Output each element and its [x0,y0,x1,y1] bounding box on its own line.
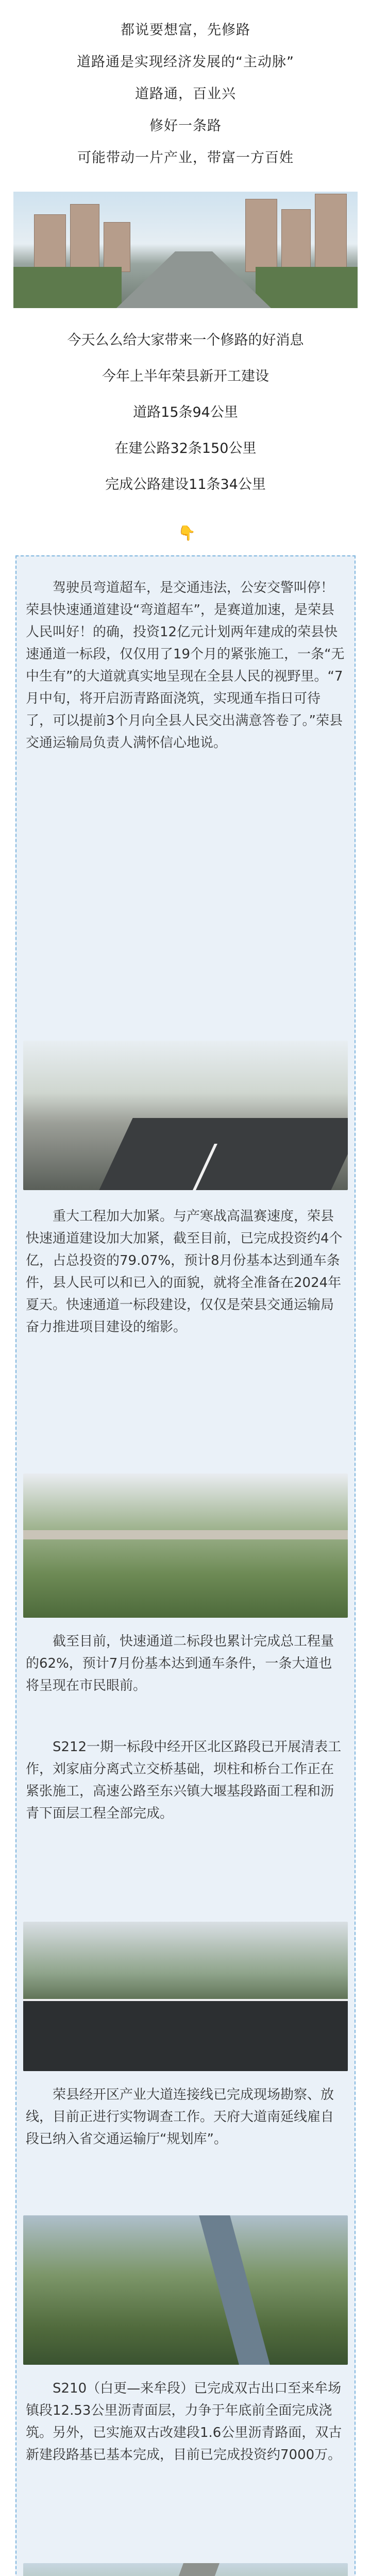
river-valley-aerial-image [23,2215,348,2365]
article-paragraph: 截至目前，快速通道二标段也累计完成总工程量的62%，预计7月份基本达到通车条件，一条大道也将呈现在市民眼前。 [26,1634,334,1693]
intro-line: 修好一条路 [149,118,222,134]
intro-line: 可能带动一片产业，带富一方百姓 [77,150,294,166]
summary-line: 今天么么给大家带来一个修路的好消息 [67,332,304,348]
article-paragraph: S210（白更—来牟段）已完成双古出口至来牟场镇段12.53公里沥青面层，力争于年底前全面完成浇筑。另外，已实施双古改建段1.6公里沥青路面，双古新建段路基已基本完成，目前已完成投资约7000万。 [26,2381,342,2463]
pointing-down-hand-icon: 👇 [178,524,196,541]
summary-line: 在建公路32条150公里 [114,440,257,456]
summary-line: 道路15条94公里 [133,404,238,420]
aerial-city-road-image [13,192,358,308]
article-paragraph: S212一期一标段中经开区北区路段已开展清表工作，刘家庙分离式立交桥基础，坝柱和桥台工作正在紧张施工，高速公路至东兴镇大堰基段路面工程和沥青下面层工程全部完成。 [26,1739,342,1821]
intro-line: 都说要想富，先修路 [121,22,250,38]
new-highway-image [23,1041,348,1190]
article-paragraph: 驾驶员弯道超车，是交通违法，公安交警叫停！荣县快速通道建设“弯道超车”，是赛道加速，是荣县人民叫好！的确，投资12亿元计划两年建成的荣县快速通道一标段，仅仅用了19个月的紧张施工，一条“无中生有”的大道就真实地呈现在全县人民的视野里。“7月中旬，将开启沥青路面浇筑，实现通车指日可待了，可以提前3个月向全县人民交出满意答卷了。”荣县交通运输局负责人满怀信心地说。 [26,580,345,751]
road-interchange-aerial-image [23,2563,348,2576]
asphalt-road-image [23,1922,348,2071]
intro-line: 道路通是实现经济发展的“主动脉” [77,54,294,70]
article-paragraph: 荣县经开区产业大道连接线已完成现场勘察、放线，目前正进行实物调查工作。天府大道南延线雇自段已纳入省交通运输厅“规划库”。 [26,2087,334,2147]
summary-section [0,308,371,555]
viaduct-construction-image [23,1473,348,1618]
summary-line: 完成公路建设11条34公里 [105,477,266,493]
summary-line: 今年上半年荣县新开工建设 [102,368,269,384]
article-paragraph: 重大工程加大加紧。与产寒战高温赛速度，荣县快速通道建设加大加紧，截至目前，已完成投资约4个亿，占总投资的79.07%，预计8月份基本达到通车条件，县人民可以和已入的面貌，就将全准备在2024年夏天。快速通道一标段建设，仅仅是荣县交通运输局奋力推进项目建设的缩影。 [26,1209,343,1335]
intro-section [0,0,371,192]
intro-line: 道路通，百业兴 [135,86,236,102]
